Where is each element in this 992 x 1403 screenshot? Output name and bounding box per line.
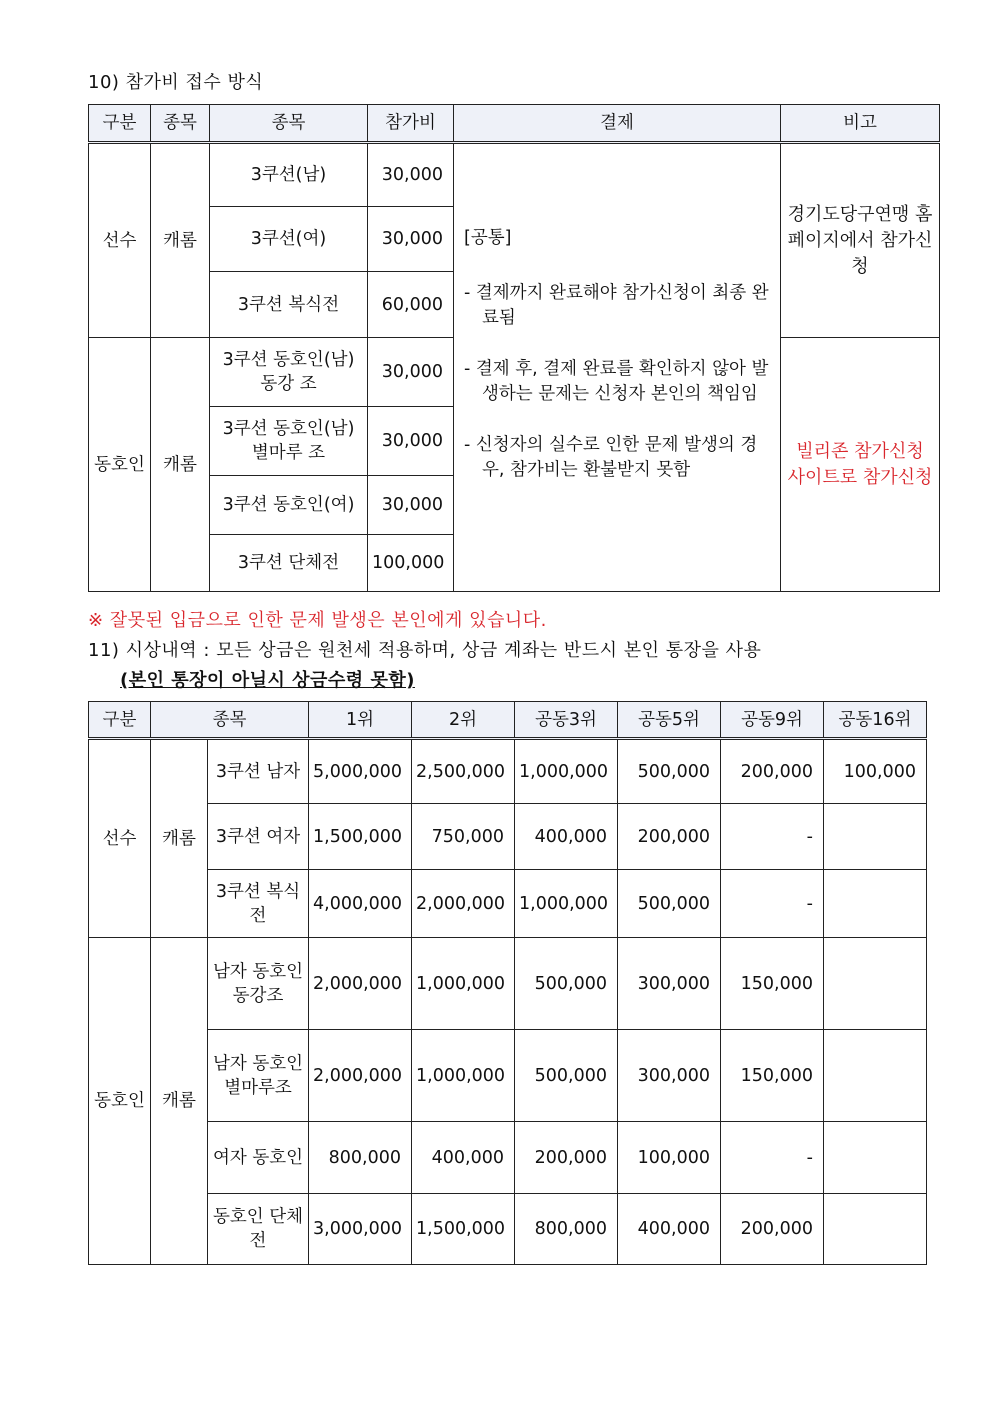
prize-1st: 2,000,000 (309, 938, 412, 1030)
prize-5th: 200,000 (618, 804, 721, 870)
prize-event: 남자 동호인 동강조 (208, 938, 309, 1030)
prize-9th: 150,000 (721, 1030, 824, 1122)
fee-header-fee: 참가비 (368, 105, 454, 143)
prize-2nd: 1,500,000 (412, 1194, 515, 1265)
payment-notes (454, 143, 781, 592)
prize-header-group: 구분 (89, 702, 151, 739)
fee-category-amateur: 캐롬 (151, 338, 210, 592)
fee-header-group: 구분 (89, 105, 151, 143)
amateur-remark: 빌리존 참가신청 사이트로 참가신청 (781, 338, 940, 592)
section-11-subtitle: (본인 통장이 아닐시 상금수령 못함) (120, 670, 415, 691)
prize-1st: 1,500,000 (309, 804, 412, 870)
prize-event: 여자 동호인 (208, 1122, 309, 1194)
fee-header-category: 종목 (151, 105, 210, 143)
table-row (89, 739, 927, 804)
prize-5th: 300,000 (618, 938, 721, 1030)
fee-header-payment: 결제 (454, 105, 781, 143)
prize-category-amateur: 캐롬 (151, 938, 208, 1265)
prize-3rd: 800,000 (515, 1194, 618, 1265)
fee-group-player: 선수 (89, 143, 151, 338)
prize-9th: - (721, 1122, 824, 1194)
payment-head: [공통] (464, 228, 512, 248)
prize-1st: 2,000,000 (309, 1030, 412, 1122)
prize-1st: 4,000,000 (309, 870, 412, 938)
prize-header-9th: 공동9위 (721, 702, 824, 739)
prize-group-amateur: 동호인 (89, 938, 151, 1265)
entry-fee-table (88, 104, 940, 592)
table-row (89, 1194, 927, 1265)
prize-16th: 100,000 (824, 739, 927, 804)
prize-header-5th: 공동5위 (618, 702, 721, 739)
prize-16th (824, 870, 927, 938)
prize-event: 3쿠션 복식전 (208, 870, 309, 938)
fee-amount: 30,000 (368, 338, 454, 407)
fee-amount: 30,000 (368, 143, 454, 207)
prize-1st: 3,000,000 (309, 1194, 412, 1265)
prize-3rd: 1,000,000 (515, 739, 618, 804)
prize-header-1st: 1위 (309, 702, 412, 739)
prize-category-player: 캐롬 (151, 739, 208, 938)
section-11-title: 11) 시상내역 : 모든 상금은 원천세 적용하며, 상금 계좌는 반드시 본인 통장을 사용 (88, 640, 762, 661)
prize-9th: - (721, 870, 824, 938)
prize-event: 동호인 단체전 (208, 1194, 309, 1265)
fee-group-amateur: 동호인 (89, 338, 151, 592)
section-10-title: 10) 참가비 접수 방식 (88, 72, 264, 93)
payment-note: - 신청자의 실수로 인한 문제 발생의 경우, 참가비는 환불받지 못함 (464, 435, 758, 480)
table-row (89, 870, 927, 938)
player-remark: 경기도당구연맹 홈페이지에서 참가신청 (781, 143, 940, 338)
payment-note: - 결제 후, 결제 완료를 확인하지 않아 발생하는 문제는 신청자 본인의 책임임 (464, 359, 769, 404)
fee-amount: 30,000 (368, 476, 454, 535)
prize-16th (824, 1194, 927, 1265)
prize-3rd: 500,000 (515, 1030, 618, 1122)
prize-5th: 100,000 (618, 1122, 721, 1194)
prize-group-player: 선수 (89, 739, 151, 938)
prize-1st: 5,000,000 (309, 739, 412, 804)
payment-note: - 결제까지 완료해야 참가신청이 최종 완료됨 (464, 283, 769, 328)
fee-event: 3쿠션 동호인(여) (210, 476, 368, 535)
prize-header-2nd: 2위 (412, 702, 515, 739)
prize-9th: - (721, 804, 824, 870)
fee-event: 3쿠션(여) (210, 207, 368, 272)
fee-event: 3쿠션 동호인(남) 별마루 조 (210, 407, 368, 476)
fee-event: 3쿠션 동호인(남) 동강 조 (210, 338, 368, 407)
prize-3rd: 500,000 (515, 938, 618, 1030)
prize-16th (824, 938, 927, 1030)
prize-5th: 500,000 (618, 739, 721, 804)
table-row (89, 1030, 927, 1122)
prize-16th (824, 804, 927, 870)
fee-amount: 100,000 (368, 535, 454, 592)
table-row (89, 143, 940, 207)
prize-5th: 400,000 (618, 1194, 721, 1265)
prize-2nd: 400,000 (412, 1122, 515, 1194)
table-row (89, 938, 927, 1030)
fee-header-remark: 비고 (781, 105, 940, 143)
prize-9th: 150,000 (721, 938, 824, 1030)
warning-note: ※ 잘못된 입금으로 인한 문제 발생은 본인에게 있습니다. (88, 610, 547, 631)
prize-16th (824, 1030, 927, 1122)
prize-3rd: 1,000,000 (515, 870, 618, 938)
prize-2nd: 2,000,000 (412, 870, 515, 938)
prize-9th: 200,000 (721, 739, 824, 804)
fee-event: 3쿠션(남) (210, 143, 368, 207)
prize-1st: 800,000 (309, 1122, 412, 1194)
fee-header-event: 종목 (210, 105, 368, 143)
prize-event: 남자 동호인 별마루조 (208, 1030, 309, 1122)
prize-3rd: 200,000 (515, 1122, 618, 1194)
table-row (89, 1122, 927, 1194)
fee-amount: 30,000 (368, 407, 454, 476)
prize-5th: 300,000 (618, 1030, 721, 1122)
fee-event: 3쿠션 복식전 (210, 272, 368, 338)
prize-header-16th: 공동16위 (824, 702, 927, 739)
table-row (89, 804, 927, 870)
prize-2nd: 2,500,000 (412, 739, 515, 804)
fee-category-player: 캐롬 (151, 143, 210, 338)
fee-event: 3쿠션 단체전 (210, 535, 368, 592)
prize-2nd: 1,000,000 (412, 1030, 515, 1122)
fee-amount: 30,000 (368, 207, 454, 272)
prize-2nd: 750,000 (412, 804, 515, 870)
prize-16th (824, 1122, 927, 1194)
prize-header-event: 종목 (151, 702, 309, 739)
prize-9th: 200,000 (721, 1194, 824, 1265)
prize-5th: 500,000 (618, 870, 721, 938)
prize-event: 3쿠션 여자 (208, 804, 309, 870)
prize-header-3rd: 공동3위 (515, 702, 618, 739)
prize-2nd: 1,000,000 (412, 938, 515, 1030)
prize-table (88, 701, 927, 1265)
prize-3rd: 400,000 (515, 804, 618, 870)
fee-amount: 60,000 (368, 272, 454, 338)
prize-event: 3쿠션 남자 (208, 739, 309, 804)
